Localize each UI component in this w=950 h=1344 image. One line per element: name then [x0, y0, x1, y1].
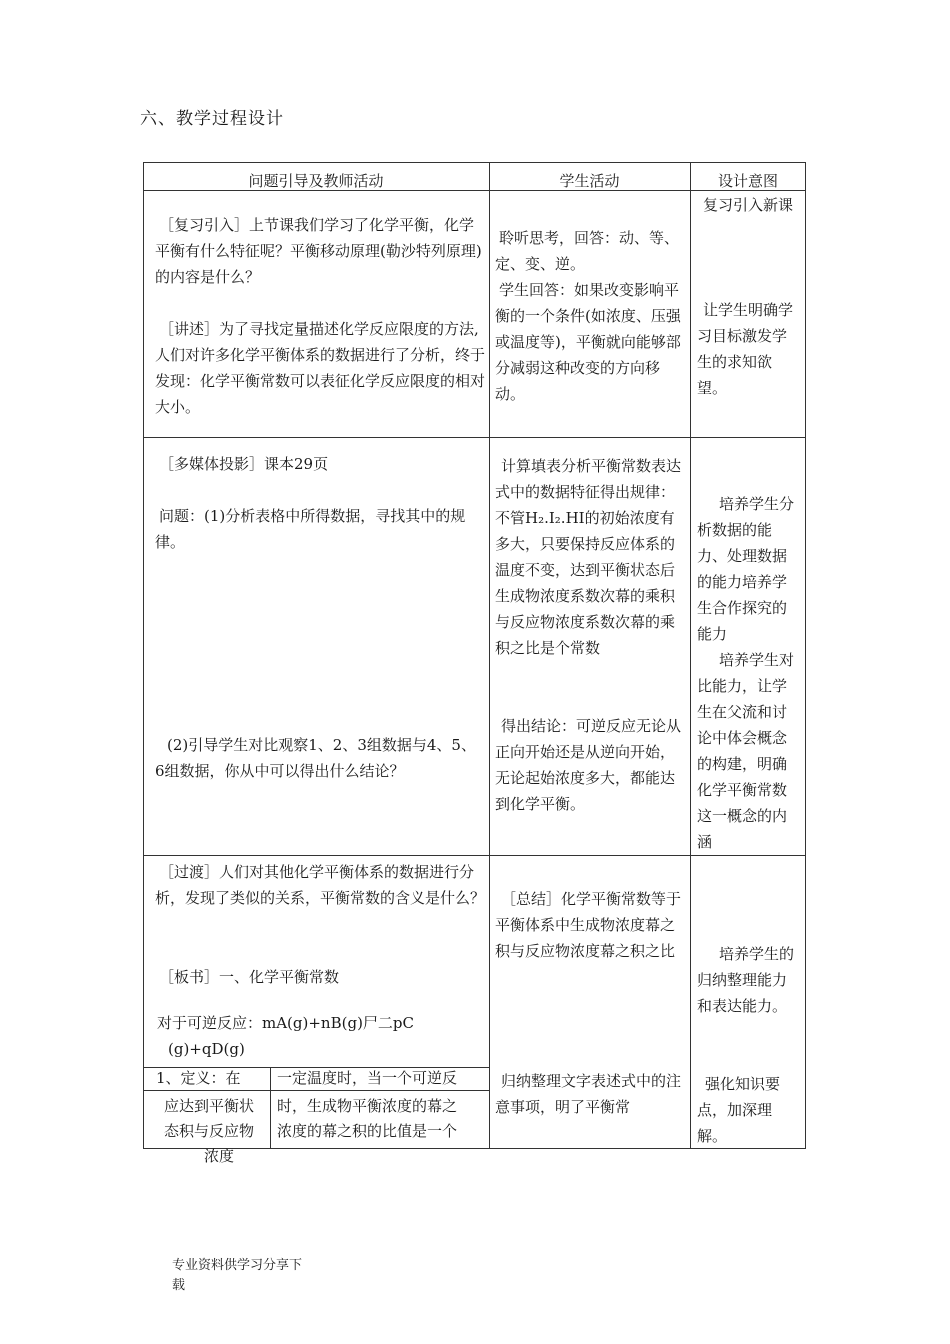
row3-teacher-reaction-cont: (g)+qD(g)	[168, 1040, 245, 1058]
column-divider	[690, 163, 691, 1148]
column-divider	[489, 163, 490, 1148]
row3-student-summary: ［总结］化学平衡常数等于平衡体系中生成物浓度幕之积与反应物浓度幕之积之比	[495, 890, 682, 960]
header-design-intent: 设计意图	[717, 172, 778, 190]
row1-student-answer: 聆听思考，回答：动、等、定、变、逆。	[495, 229, 680, 273]
footer-line: 载	[172, 1278, 186, 1293]
sub-table-right-line: 一定温度时，当一个可逆反	[277, 1069, 458, 1087]
sub-table-left-line: 浓度	[204, 1147, 235, 1165]
sub-table-right-cell	[271, 1066, 488, 1148]
sub-table-left-line: 1、定义：在	[156, 1069, 241, 1087]
row3-intent-reinforce: 强化知识要点，加深理解。	[697, 1075, 781, 1145]
header-student-activity: 学生活动	[559, 172, 620, 190]
row1-intent-review: 复习引入新课	[703, 196, 794, 214]
row2-student-calculation: 计算填表分析平衡常数表达式中的数据特征得出规律：不管H₂.I₂.HI的初始浓度有多大，只要保持反应体系的温度不变，达到平衡状态后生成物浓度系数次幕的乘积与反应物浓度系数次幕的乘积之比是个常数	[495, 457, 682, 657]
row3-student-notes-wrap	[495, 1068, 687, 1120]
sub-table-left-line: 态积与反应物	[164, 1122, 255, 1140]
row-divider	[144, 437, 805, 438]
footer-line: 专业资料供学习分享下	[172, 1258, 303, 1273]
row2-intent-comparison: 培养学生对比能力，让学生在父流和讨论中体会概念的构建，明确化学平衡常数这一概念的内涵	[697, 651, 795, 851]
row1-intent-motivation: 让学生明确学习目标激发学生的求知欲望。	[697, 301, 794, 397]
row3-teacher-transition: ［过渡］人们对其他化学平衡体系的数据进行分析，发现了类似的关系，平衡常数的含义是什么？	[155, 863, 486, 907]
section-title: 六、教学过程设计	[140, 109, 284, 129]
row2-teacher-question2: (2)引导学生对比观察1、2、3组数据与4、5、6组数据，你从中可以得出什么结论？	[155, 736, 476, 780]
sub-table-right-line: 时，生成物平衡浓度的幕之	[277, 1097, 458, 1115]
row2-teacher-projection: ［多媒体投影］课本29页	[159, 455, 329, 473]
row3-intent-summarize: 培养学生的归纳整理能力和表达能力。	[697, 945, 795, 1015]
row2-intent-analysis: 培养学生分析数据的能力、处理数据的能力培养学生合作探究的能力	[697, 495, 795, 643]
row1-teacher-review: ［复习引入］上节课我们学习了化学平衡，化学平衡有什么特征呢？平衡移动原理(勒沙特列原理)的内容是什么？	[155, 216, 482, 286]
row1-teacher-lecture: ［讲述］为了寻找定量描述化学反应限度的方法,人们对许多化学平衡体系的数据进行了分析，终于发现：化学平衡常数可以表征化学反应限度的相对大小。	[155, 320, 486, 416]
row-divider	[144, 855, 805, 856]
row3-student-notes: 归纳整理文字表述式中的注意事项，明了平衡常	[495, 1072, 682, 1116]
header-teacher-activity: 问题引导及教师活动	[248, 172, 384, 190]
row3-teacher-board: ［板书］一、化学平衡常数	[159, 968, 340, 986]
page-footer	[172, 1256, 322, 1296]
sub-table-left-cell	[144, 1066, 270, 1165]
row3-teacher-reaction: 对于可逆反应：mA(g)+nB(g)尸二pC	[157, 1014, 415, 1032]
row2-student-conclusion: 得出结论：可逆反应无论从正向开始还是从逆向开始，无论起始浓度多大，都能达到化学平衡。	[495, 717, 682, 813]
sub-table-left-line: 应达到平衡状	[164, 1097, 255, 1115]
sub-table-right-line: 浓度的幕之积的比值是一个	[277, 1122, 458, 1140]
row1-student-response: 学生回答：如果改变影响平衡的一个条件(如浓度、压强或温度等)，平衡就向能够部分减弱这种改变的方向移动。	[495, 281, 681, 403]
row2-teacher-question1: 问题：(1)分析表格中所得数据，寻找其中的规律。	[155, 507, 466, 551]
